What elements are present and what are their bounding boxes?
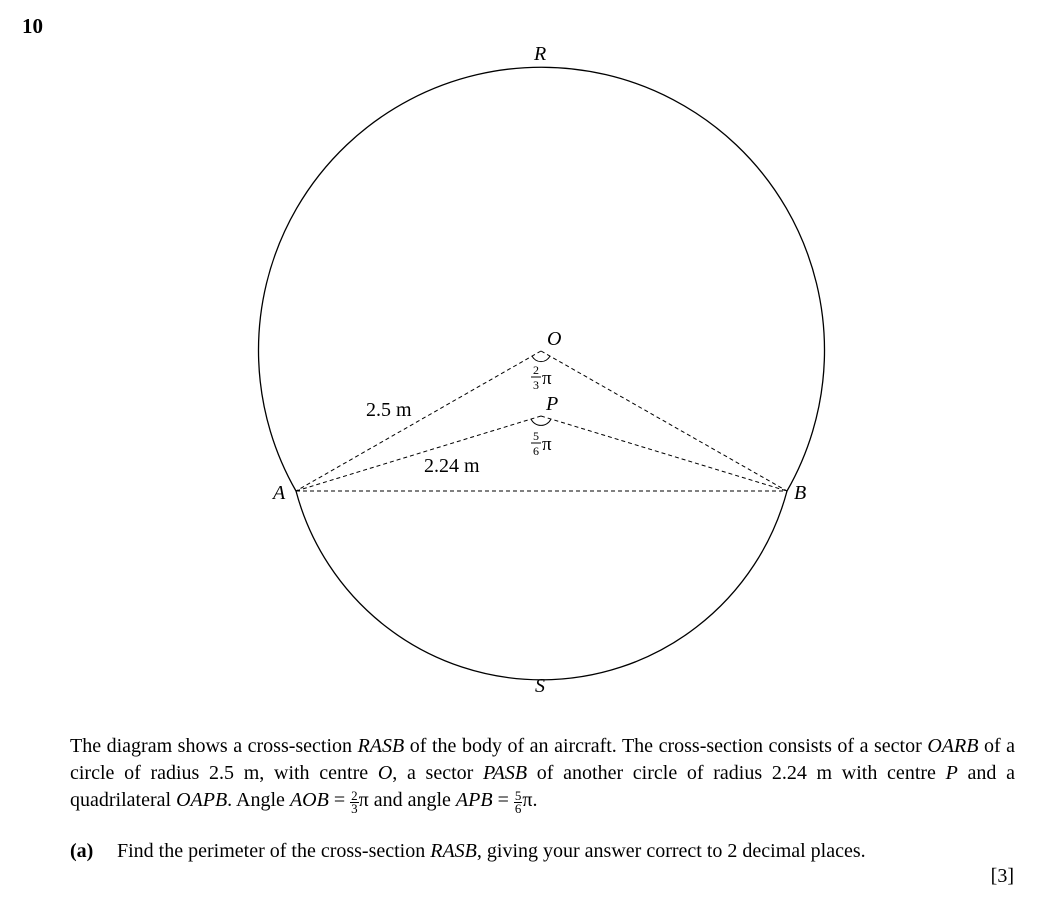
label-S: S	[535, 675, 545, 697]
desc-fraction-1-num: 2	[351, 788, 358, 803]
desc-oarb: OARB	[927, 735, 979, 757]
desc-p: P	[945, 762, 958, 784]
arc-ASB	[296, 491, 787, 680]
desc-fraction-2-num: 5	[514, 788, 522, 803]
desc-text-8: and angle	[368, 789, 456, 811]
part-a-label: (a)	[70, 840, 94, 862]
label-A: A	[273, 482, 286, 504]
desc-text-1: The diagram shows a cross-section	[70, 735, 358, 757]
desc-pasb: PASB	[483, 762, 528, 784]
label-B: B	[794, 482, 807, 504]
line-PB	[541, 416, 787, 491]
desc-text-4: , a sector	[392, 762, 483, 784]
line-OB	[541, 351, 787, 491]
angle-APB-denominator: 6	[533, 444, 539, 458]
desc-o: O	[377, 762, 393, 784]
angle-APB-numerator: 5	[533, 429, 539, 443]
desc-fraction-1-den: 3	[351, 801, 358, 816]
label-P: P	[546, 393, 559, 415]
desc-pi-1: π	[358, 789, 369, 811]
part-a-text-2: , giving your answer correct to 2 decimal places.	[476, 840, 866, 862]
question-description	[70, 733, 1015, 815]
question-number: 10	[22, 14, 43, 38]
desc-text-7: . Angle	[227, 789, 290, 811]
desc-apb: APB	[455, 789, 493, 811]
desc-text-2: of the body of an aircraft. The cross-section consists of a sector	[404, 735, 928, 757]
angle-AOB-numerator: 2	[533, 363, 539, 377]
desc-aob: AOB	[289, 789, 329, 811]
length-PA: 2.24 m	[424, 455, 480, 477]
marks-allocation: [3]	[990, 865, 1014, 887]
desc-end: π.	[522, 789, 538, 811]
label-R: R	[534, 43, 547, 65]
part-a-text-1: Find the perimeter of the cross-section	[117, 840, 431, 862]
length-OA: 2.5 m	[366, 399, 412, 421]
desc-eq-2: =	[492, 789, 514, 811]
angle-AOB-label	[531, 363, 552, 392]
angle-AOB-denominator: 3	[533, 378, 539, 392]
angle-mark-O	[532, 356, 550, 362]
desc-text-6: and a quadrilateral	[70, 762, 1015, 811]
desc-eq-1: =	[328, 789, 351, 811]
part-a-rasb: RASB	[430, 840, 477, 862]
arc-ARB	[259, 67, 825, 491]
label-O: O	[547, 328, 562, 350]
desc-rasb: RASB	[357, 735, 405, 757]
desc-text-5: of another circle of radius 2.24 m with centre	[527, 762, 946, 784]
desc-text-3: of a circle of radius 2.5 m, with centre	[70, 735, 1016, 784]
angle-APB-label	[531, 429, 552, 458]
desc-fraction-2-den: 6	[514, 801, 522, 816]
angle-mark-P	[531, 419, 551, 425]
line-OA	[296, 351, 541, 491]
desc-fraction-1	[350, 790, 359, 815]
angle-AOB-pi: π	[542, 368, 552, 389]
part-a	[70, 838, 1015, 865]
angle-APB-pi: π	[542, 434, 552, 455]
desc-oapb: OAPB	[176, 789, 228, 811]
line-PA	[296, 416, 541, 491]
